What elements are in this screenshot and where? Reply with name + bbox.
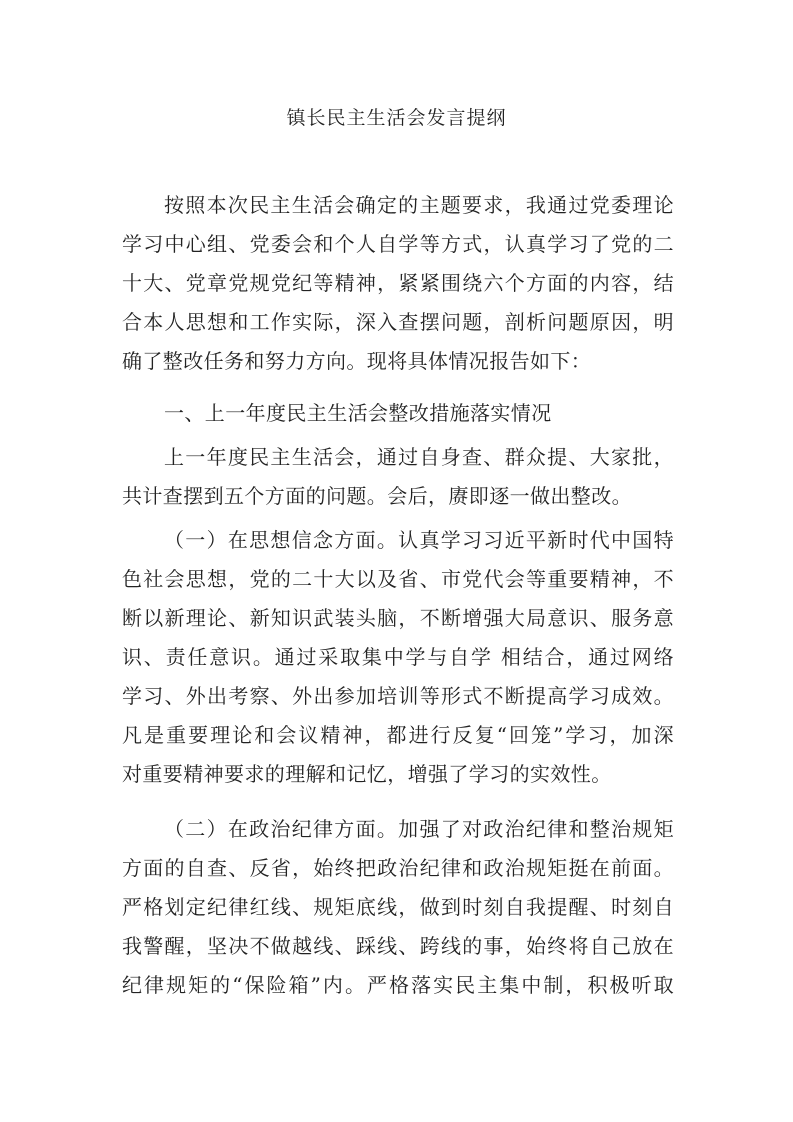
section-heading: 一、上一年度民主生活会整改措施落实情况 — [164, 401, 552, 425]
paragraph-line: 十大、党章党规党纪等精神，紧紧围绕六个方面的内容，结 — [122, 271, 674, 295]
paragraph-line: 识、责任意识。通过采取集中学与自学 相结合，通过网络 — [122, 645, 674, 669]
paragraph-line: 方面的自查、反省，始终把政治纪律和政治规矩挺在前面。 — [122, 856, 674, 880]
paragraph-line: 断以新理论、新知识武装头脑，不断增强大局意识、服务意 — [122, 606, 674, 630]
paragraph-line: （一）在思想信念方面。认真学习习近平新时代中国特 — [164, 528, 674, 552]
paragraph-line: （二）在政治纪律方面。加强了对政治纪律和整治规矩 — [164, 817, 674, 841]
paragraph-line: 合本人思想和工作实际，深入查摆问题，剖析问题原因，明 — [122, 310, 674, 334]
paragraph-line: 学习、外出考察、外出参加培训等形式不断提高学习成效。 — [122, 684, 674, 708]
paragraph-line: 严格划定纪律红线、规矩底线，做到时刻自我提醒、时刻自 — [122, 895, 674, 919]
paragraph-line: 学习中心组、党委会和个人自学等方式，认真学习了党的二 — [122, 232, 674, 256]
paragraph-line: 色社会思想，党的二十大以及省、市党代会等重要精神，不 — [122, 567, 674, 591]
paragraph-line: 确了整改任务和努力方向。现将具体情况报告如下： — [122, 349, 592, 373]
paragraph-line: 我警醒，坚决不做越线、踩线、跨线的事，始终将自己放在 — [122, 934, 674, 958]
paragraph-line: 按照本次民主生活会确定的主题要求，我通过党委理论 — [164, 193, 674, 217]
paragraph-line: 凡是重要理论和会议精神，都进行反复“回笼”学习，加深 — [122, 723, 674, 747]
paragraph-line: 共计查摆到五个方面的问题。会后，赓即逐一做出整改。 — [122, 484, 632, 508]
paragraph-line: 对重要精神要求的理解和记忆，增强了学习的实效性。 — [122, 762, 612, 786]
paragraph-line: 上一年度民主生活会，通过自身查、群众提、大家批， — [164, 445, 674, 469]
document-title: 镇长民主生活会发言提纲 — [286, 107, 507, 129]
paragraph-line: 纪律规矩的“保险箱”内。严格落实民主集中制，积极听取 — [122, 973, 674, 997]
